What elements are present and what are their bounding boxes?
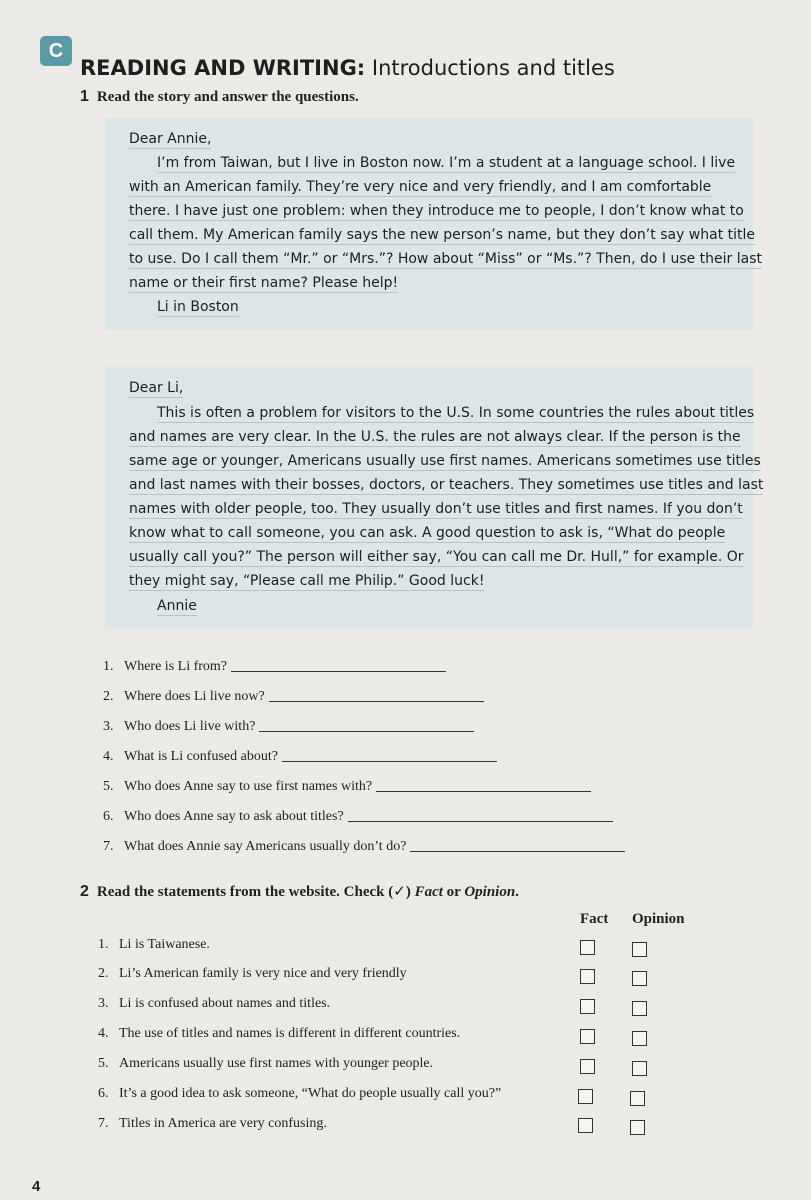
letter-2-line: they might say, “Please call me Philip.” Good luck! — [129, 573, 485, 589]
statement-text: Titles in America are very confusing. — [119, 1116, 327, 1131]
letter-1-line: there. I have just one problem: when they introduce me to people, I don’t know what to — [129, 203, 744, 219]
letter-2-signature: Annie — [157, 598, 197, 614]
question-number: 3. — [103, 719, 114, 734]
letter-2-line: Dear Li, — [129, 380, 184, 396]
statement-5 — [98, 1056, 433, 1072]
exercise-2-number: 2 — [80, 883, 89, 900]
section-title-rest: Introductions and titles — [365, 56, 615, 80]
answer-blank[interactable] — [282, 760, 497, 762]
letter-2-line: and names are very clear. In the U.S. the rules are not always clear. If the person is the — [129, 429, 741, 445]
letter-1-line: name or their first name? Please help! — [129, 275, 399, 291]
letter-1-line: to use. Do I call them “Mr.” or “Mrs.”? How about “Miss” or “Ms.”? Then, do I use their last — [129, 251, 763, 267]
question-number: 5. — [103, 779, 114, 794]
statement-number: 7. — [98, 1116, 109, 1131]
page-number: 4 — [32, 1178, 41, 1195]
statement-number: 6. — [98, 1086, 109, 1101]
letter-1-line: call them. My American family says the new person’s name, but they don’t say what title — [129, 227, 756, 243]
opinion-checkbox[interactable] — [632, 1031, 647, 1046]
statement-4 — [98, 1026, 460, 1042]
statement-2 — [98, 966, 407, 982]
letter-2-line: same age or younger, Americans usually use first names. Americans sometimes use titles — [129, 453, 761, 469]
opinion-checkbox[interactable] — [632, 971, 647, 986]
question-6 — [103, 809, 613, 825]
statement-text: Li’s American family is very nice and very friendly — [119, 966, 407, 981]
answer-blank[interactable] — [259, 730, 474, 732]
exercise-1-number: 1 — [80, 88, 89, 105]
check-mark-icon: ✓ — [393, 882, 406, 900]
letter-1-signature: Li in Boston — [157, 299, 239, 315]
letter-1-line: I’m from Taiwan, but I live in Boston now. I’m a student at a language school. I live — [157, 155, 736, 171]
letter-1-line: with an American family. They’re very nice and very friendly, and I am comfortable — [129, 179, 712, 195]
or-word: or — [442, 884, 465, 900]
question-1 — [103, 659, 446, 675]
question-text: Who does Anne say to use first names with? — [124, 779, 373, 794]
section-badge: C — [40, 36, 72, 66]
section-title-bold: READING AND WRITING: — [80, 56, 366, 80]
question-text: Where does Li live now? — [124, 689, 265, 704]
question-2 — [103, 689, 484, 705]
question-number: 6. — [103, 809, 114, 824]
statement-text: Americans usually use first names with younger people. — [119, 1056, 434, 1071]
answer-blank[interactable] — [348, 820, 613, 822]
question-text: What does Annie say Americans usually don’t do? — [124, 839, 407, 854]
exercise-1-instruction: Read the story and answer the questions. — [96, 89, 359, 105]
exercise-2-instruction-a: Read the statements from the website. Check ( — [96, 884, 394, 900]
letter-2-line: names with older people, too. They usually don’t use titles and first names. If you don’t — [129, 501, 743, 517]
question-text: What is Li confused about? — [124, 749, 278, 764]
exercise-1-heading — [80, 88, 359, 106]
fact-checkbox[interactable] — [580, 999, 595, 1014]
question-number: 4. — [103, 749, 114, 764]
exercise-2-instruction-b: ) — [405, 884, 415, 900]
statement-1 — [98, 937, 210, 953]
fact-checkbox[interactable] — [580, 940, 595, 955]
fact-checkbox[interactable] — [578, 1118, 593, 1133]
statement-3 — [98, 996, 330, 1012]
statement-number: 5. — [98, 1056, 109, 1071]
fact-checkbox[interactable] — [580, 1059, 595, 1074]
letter-2-line: This is often a problem for visitors to the U.S. In some countries the rules about titles — [157, 405, 755, 421]
statement-7 — [98, 1116, 327, 1132]
statement-number: 2. — [98, 966, 109, 981]
statement-text: Li is Taiwanese. — [119, 937, 210, 952]
statement-text: The use of titles and names is different in different countries. — [119, 1026, 461, 1041]
question-number: 1. — [103, 659, 114, 674]
answer-blank[interactable] — [410, 850, 625, 852]
opinion-checkbox[interactable] — [632, 1061, 647, 1076]
statement-number: 1. — [98, 937, 109, 952]
opinion-checkbox[interactable] — [632, 1001, 647, 1016]
fact-word: Fact — [414, 884, 443, 900]
question-number: 7. — [103, 839, 114, 854]
period: . — [515, 884, 519, 900]
question-3 — [103, 719, 474, 735]
fact-checkbox[interactable] — [580, 1029, 595, 1044]
column-header-fact: Fact — [580, 911, 609, 927]
column-header-opinion: Opinion — [632, 911, 685, 927]
letter-from-li — [105, 118, 763, 330]
opinion-checkbox[interactable] — [630, 1091, 645, 1106]
letter-1-line: Dear Annie, — [129, 131, 212, 147]
question-number: 2. — [103, 689, 114, 704]
question-7 — [103, 839, 625, 855]
statement-number: 3. — [98, 996, 109, 1011]
letter-2-line: usually call you?” The person will either say, “You can call me Dr. Hull,” for example. Or — [129, 549, 744, 565]
letter-2-line: and last names with their bosses, doctors, or teachers. They sometimes use titles and last — [129, 477, 764, 493]
section-title — [80, 56, 615, 80]
exercise-2-heading — [80, 882, 519, 901]
question-text: Where is Li from? — [124, 659, 228, 674]
opinion-checkbox[interactable] — [630, 1120, 645, 1135]
question-4 — [103, 749, 497, 765]
question-text: Who does Li live with? — [124, 719, 256, 734]
statement-text: It’s a good idea to ask someone, “What do people usually call you?” — [119, 1086, 502, 1101]
answer-blank[interactable] — [269, 700, 484, 702]
fact-checkbox[interactable] — [578, 1089, 593, 1104]
question-5 — [103, 779, 591, 795]
letter-2-line: know what to call someone, you can ask. A good question to ask is, “What do people — [129, 525, 726, 541]
statement-number: 4. — [98, 1026, 109, 1041]
statement-text: Li is confused about names and titles. — [119, 996, 331, 1011]
fact-checkbox[interactable] — [580, 969, 595, 984]
opinion-checkbox[interactable] — [632, 942, 647, 957]
opinion-word: Opinion — [464, 884, 516, 900]
statement-6 — [98, 1086, 501, 1102]
question-text: Who does Anne say to ask about titles? — [124, 809, 344, 824]
answer-blank[interactable] — [376, 790, 591, 792]
letter-from-annie — [105, 367, 764, 629]
answer-blank[interactable] — [231, 670, 446, 672]
